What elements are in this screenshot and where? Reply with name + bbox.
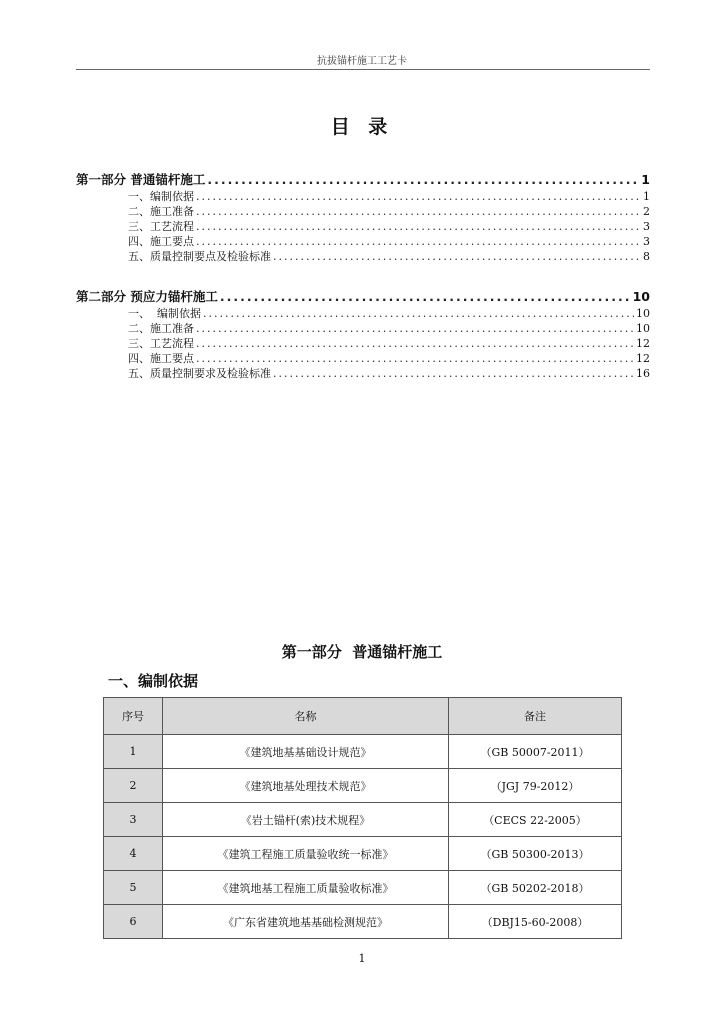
toc-entry-part-1[interactable] (76, 170, 650, 189)
toc-entry-page: 1 (643, 190, 650, 203)
subsection-title: 一、编制依据 (108, 672, 199, 690)
toc-entry-label: 一、 编制依据 (128, 307, 201, 320)
table-row (104, 837, 622, 871)
toc-entry[interactable] (76, 189, 650, 204)
cell-index: 3 (104, 803, 163, 837)
toc-leader-dots (196, 219, 641, 234)
cell-index: 1 (104, 735, 163, 769)
toc-leader-dots (196, 204, 641, 219)
toc-leader-dots (196, 189, 641, 204)
section-title: 第一部分 普通锚杆施工 (281, 643, 443, 661)
toc-entry[interactable] (76, 219, 650, 234)
cell-remark: （JGJ 79-2012） (449, 769, 622, 803)
toc-leader-dots (207, 170, 639, 189)
toc-part-1 (76, 170, 650, 264)
cell-name: 《岩土锚杆(索)技术规程》 (163, 803, 449, 837)
table-row (104, 803, 622, 837)
table-row (104, 871, 622, 905)
toc-entry-label: 五、质量控制要点及检验标准 (128, 250, 271, 263)
toc-leader-dots (196, 234, 641, 249)
toc-leader-dots (196, 321, 634, 336)
cell-remark: （GB 50300-2013） (449, 837, 622, 871)
toc-entry-label: 二、施工准备 (128, 322, 194, 335)
table-header-row (104, 698, 622, 735)
reference-standards-table (103, 697, 622, 939)
toc-entry-page: 12 (636, 352, 650, 365)
column-header-index: 序号 (104, 698, 163, 735)
cell-index: 6 (104, 905, 163, 939)
table-row (104, 905, 622, 939)
toc-entry-label: 三、工艺流程 (128, 220, 194, 233)
toc-leader-dots (220, 287, 631, 306)
toc-entry-label: 五、质量控制要求及检验标准 (128, 367, 271, 380)
cell-remark: （DBJ15-60-2008） (449, 905, 622, 939)
cell-remark: （GB 50202-2018） (449, 871, 622, 905)
toc-entry[interactable] (76, 351, 650, 366)
toc-entry-label: 四、施工要点 (128, 235, 194, 248)
toc-entry[interactable] (76, 234, 650, 249)
toc-entry-label: 四、施工要点 (128, 352, 194, 365)
toc-entry[interactable] (76, 321, 650, 336)
cell-remark: （GB 50007-2011） (449, 735, 622, 769)
toc-entry[interactable] (76, 366, 650, 381)
toc-leader-dots (273, 366, 634, 381)
table-row (104, 735, 622, 769)
toc-entry-page: 12 (636, 337, 650, 350)
toc-entry-page: 10 (632, 289, 650, 304)
toc-entry-page: 16 (636, 367, 650, 380)
page-header: 抗拔锚杆施工工艺卡 (317, 56, 407, 67)
column-header-remark: 备注 (449, 698, 622, 735)
toc-entry[interactable] (76, 204, 650, 219)
toc-entry[interactable] (76, 306, 650, 321)
header-divider (76, 69, 650, 70)
toc-entry-page: 10 (636, 322, 650, 335)
toc-entry-page: 8 (643, 250, 650, 263)
cell-index: 2 (104, 769, 163, 803)
toc-title: 目 录 (330, 116, 394, 138)
toc-entry-page: 10 (636, 307, 650, 320)
toc-entry-page: 3 (643, 235, 650, 248)
cell-name: 《建筑地基处理技术规范》 (163, 769, 449, 803)
table-row (104, 769, 622, 803)
toc-entry-page: 1 (641, 172, 650, 187)
toc-entry[interactable] (76, 336, 650, 351)
toc-entry-label: 三、工艺流程 (128, 337, 194, 350)
toc-entry[interactable] (76, 249, 650, 264)
cell-name: 《建筑工程施工质量验收统一标准》 (163, 837, 449, 871)
toc-entry-page: 3 (643, 220, 650, 233)
toc-part-2 (76, 287, 650, 381)
toc-leader-dots (273, 249, 641, 264)
page-number: 1 (358, 952, 366, 965)
toc-leader-dots (196, 351, 634, 366)
cell-name: 《广东省建筑地基基础检测规范》 (163, 905, 449, 939)
toc-entry-label: 第一部分 普通锚杆施工 (76, 172, 206, 187)
cell-index: 5 (104, 871, 163, 905)
toc-leader-dots (196, 336, 634, 351)
cell-name: 《建筑地基工程施工质量验收标准》 (163, 871, 449, 905)
toc-entry-label: 一、编制依据 (128, 190, 194, 203)
toc-entry-page: 2 (643, 205, 650, 218)
toc-entry-part-2[interactable] (76, 287, 650, 306)
column-header-name: 名称 (163, 698, 449, 735)
cell-remark: （CECS 22-2005） (449, 803, 622, 837)
toc-entry-label: 二、施工准备 (128, 205, 194, 218)
cell-index: 4 (104, 837, 163, 871)
cell-name: 《建筑地基基础设计规范》 (163, 735, 449, 769)
toc-entry-label: 第二部分 预应力锚杆施工 (76, 289, 218, 304)
toc-leader-dots (203, 306, 634, 321)
